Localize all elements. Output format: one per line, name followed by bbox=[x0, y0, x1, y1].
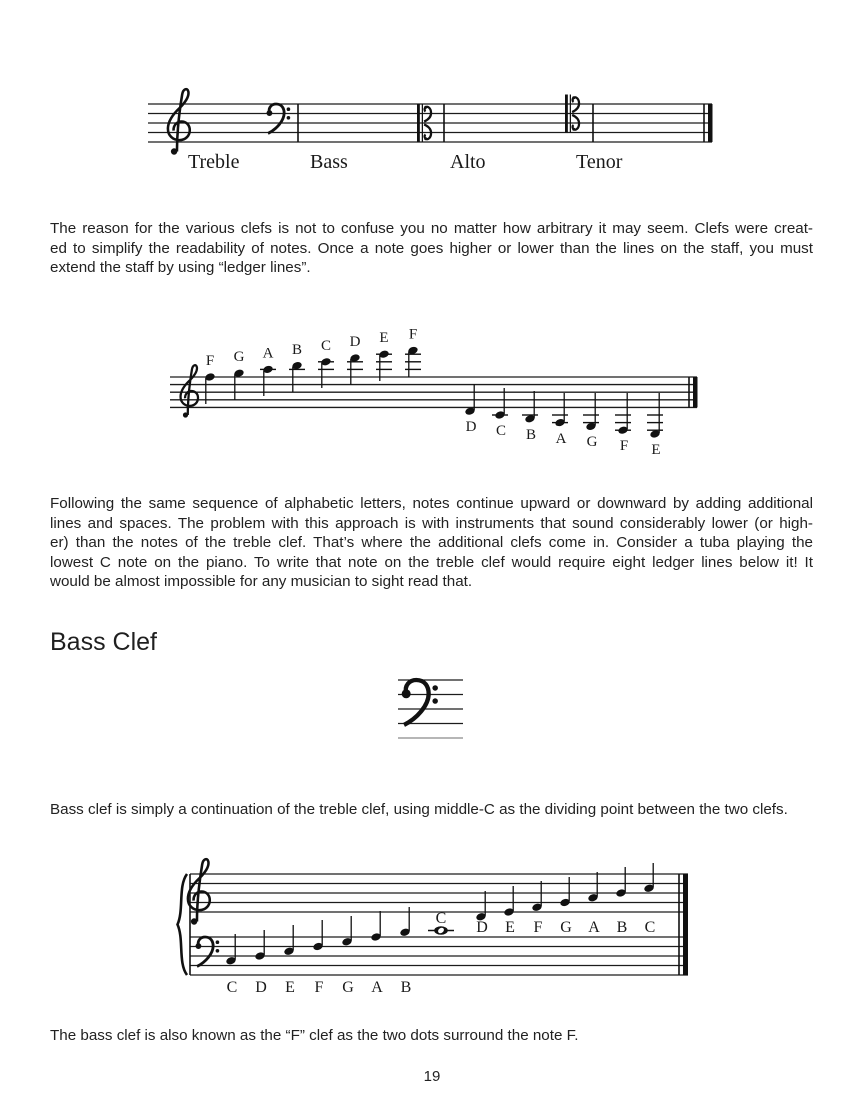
clef-label-tenor: Tenor bbox=[576, 151, 623, 173]
note-letter: F bbox=[205, 353, 215, 369]
note-letter: A bbox=[555, 431, 567, 447]
note bbox=[225, 934, 236, 965]
paragraph-4: The bass clef is also known as the “F” clef as the two dots surround the note F. bbox=[50, 1027, 579, 1044]
bass-clef-icon bbox=[195, 937, 219, 966]
treble-note-letters bbox=[476, 919, 655, 936]
note-letter: D bbox=[465, 419, 477, 435]
bass-clef-icon bbox=[266, 104, 290, 133]
note-letter: B bbox=[616, 919, 628, 936]
note bbox=[615, 867, 626, 898]
staff-lines bbox=[170, 377, 697, 407]
note-letter: E bbox=[651, 442, 661, 458]
note bbox=[262, 365, 273, 396]
ascending-note-letters bbox=[206, 326, 417, 369]
text-line: would be almost impossible for any musician to sight read that. bbox=[50, 573, 473, 591]
text-line: extend the staff by using “ledger lines”. bbox=[50, 259, 311, 277]
text-line: lowest C note on the piano. To write that note on the treble clef would require eight ledger lines below it! It bbox=[50, 553, 813, 571]
note-letter: F bbox=[314, 979, 324, 996]
ledger-lines bbox=[492, 415, 663, 430]
note bbox=[283, 925, 294, 956]
note-letter: A bbox=[371, 979, 383, 996]
note-letter: D bbox=[349, 334, 361, 350]
treble-clef-icon bbox=[181, 365, 198, 417]
note-letter: A bbox=[588, 919, 600, 936]
text-line: ed to simplify the readability of notes. Once a note goes higher or lower than the lines on the staff, you must bbox=[50, 239, 813, 257]
treble-staff-lines bbox=[190, 874, 688, 912]
note bbox=[559, 877, 570, 907]
note bbox=[341, 916, 352, 946]
descending-note-letters bbox=[466, 419, 661, 458]
bass-clef-icon bbox=[402, 680, 438, 725]
section-heading-bass-clef: Bass Clef bbox=[50, 628, 157, 656]
note-letter: B bbox=[291, 341, 303, 358]
paragraph-3: Bass clef is simply a continuation of the treble clef, using middle-C as the dividing point between the two clefs. bbox=[50, 801, 788, 818]
middle-c-whole-note bbox=[428, 910, 454, 935]
note bbox=[585, 393, 596, 431]
grand-staff bbox=[175, 850, 695, 1010]
ledger-lines-staff bbox=[165, 325, 705, 465]
note-letter: F bbox=[408, 326, 418, 343]
note-letter: C bbox=[320, 338, 332, 354]
note bbox=[312, 920, 323, 951]
text-line: Following the same sequence of alphabetic letters, notes continue upward or downward by adding additional bbox=[50, 495, 813, 512]
note bbox=[254, 930, 265, 961]
descending-notes bbox=[464, 384, 663, 458]
note bbox=[554, 393, 565, 427]
note-letter: G bbox=[342, 979, 354, 996]
note bbox=[587, 872, 598, 902]
note bbox=[531, 881, 542, 912]
note-letter: A bbox=[262, 345, 274, 362]
paragraph-2 bbox=[50, 494, 813, 592]
page-number: 19 bbox=[423, 1068, 441, 1085]
note-letter: E bbox=[505, 919, 515, 936]
note bbox=[370, 911, 381, 942]
bass-note-letters bbox=[227, 979, 412, 996]
text-line: er) than the notes of the treble clef. That’s where the additional clefs come in. Consider a tuba playing the bbox=[50, 534, 813, 552]
note bbox=[475, 891, 486, 921]
note-letter: B bbox=[400, 979, 412, 996]
note-letter: C bbox=[226, 979, 238, 996]
note-letter: G bbox=[586, 434, 598, 450]
note-letter: C bbox=[495, 423, 507, 439]
note-letter: B bbox=[525, 427, 537, 443]
note-letter: F bbox=[619, 438, 629, 454]
clef-overview-staff bbox=[146, 78, 718, 182]
note-letter: C bbox=[644, 919, 656, 936]
clef-label-bass: Bass bbox=[310, 151, 348, 173]
treble-clef-icon bbox=[168, 89, 190, 155]
note-letter: E bbox=[379, 330, 389, 347]
note bbox=[320, 357, 331, 388]
bass-clef-figure bbox=[390, 668, 480, 753]
note-letter: G bbox=[233, 349, 245, 366]
note-letter: D bbox=[476, 919, 488, 936]
treble-clef-icon bbox=[188, 859, 210, 925]
note bbox=[378, 349, 389, 381]
note-letter: C bbox=[435, 910, 447, 927]
note-letter: D bbox=[255, 979, 267, 996]
grand-staff-brace bbox=[178, 874, 188, 975]
text-line: lines and spaces. The problem with this approach is with instruments that sound considerably lower (or high- bbox=[50, 514, 813, 532]
note bbox=[643, 863, 654, 893]
text-line: The reason for the various clefs is not to confuse you no matter how arbitrary it may seem. Clefs were creat- bbox=[50, 220, 813, 237]
note-letter: F bbox=[533, 919, 543, 936]
bass-notes bbox=[225, 907, 411, 996]
paragraph-1 bbox=[50, 219, 813, 278]
clef-label-alto: Alto bbox=[450, 151, 486, 173]
ledger-lines bbox=[260, 354, 421, 369]
clef-label-treble: Treble bbox=[188, 151, 240, 173]
note bbox=[503, 886, 514, 917]
note-letter: G bbox=[560, 919, 572, 936]
note-letter: E bbox=[285, 979, 295, 996]
final-barline bbox=[679, 874, 688, 975]
